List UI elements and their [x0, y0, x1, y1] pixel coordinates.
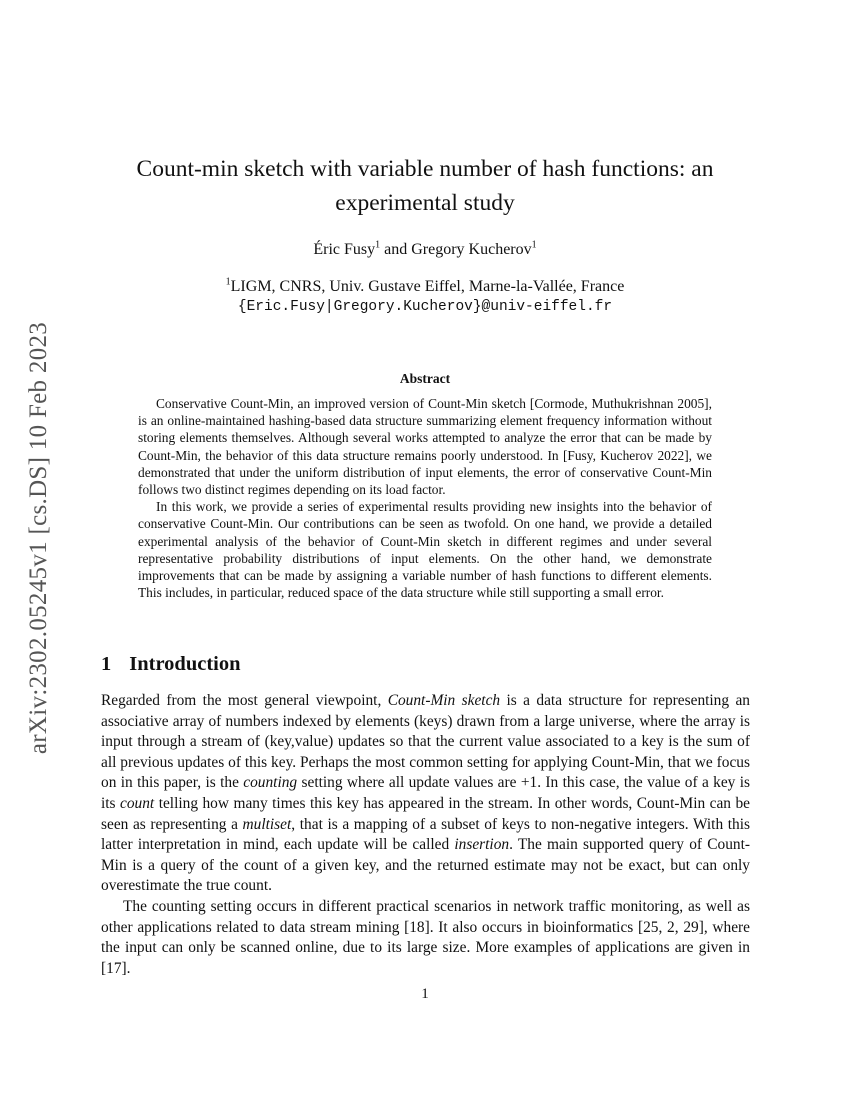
author-conjunction: and: [380, 241, 412, 258]
section-number: 1: [101, 653, 112, 675]
arxiv-identifier: arXiv:2302.05245v1 [cs.DS] 10 Feb 2023: [25, 321, 52, 755]
author-fusy-affil-mark: 1: [375, 239, 381, 251]
paper-title: [100, 152, 750, 220]
section-title: Introduction: [129, 653, 241, 675]
term-insertion: insertion: [454, 836, 510, 854]
affiliation-text: LIGM, CNRS, Univ. Gustave Eiffel, Marne-la-Vallée, France: [230, 278, 625, 295]
abstract-body: [138, 395, 712, 601]
intro-paragraph-1: Regarded from the most general viewpoint, Count-Min sketch is a data structure for representing an associative array of numbers indexed by elements (keys) drawn from a large universe, where the array is input through a stream of (key,value) updates so that the current value associated to a key is the sum of all previous updates of this key. Perhaps the most common setting for applying Count-Min, that we focus on in this paper, is the counting setting where all update values are +1. In this case, the value of a key is its count telling how many times this key has appeared in the stream. In other words, Count-Min can be seen as representing a multiset, that is a mapping of a subset of keys to non-negative integers. With this latter interpretation in mind, each update will be called insertion. The main supported query of Count-Min is a query of the count of a given key, and the returned estimate may not be exact, but can only overestimate the true count.: [101, 692, 751, 895]
abstract-heading: Abstract: [399, 371, 451, 386]
abstract-paragraph-2: In this work, we provide a series of experimental results providing new insights into the behavior of conservative Count-Min. Our contributions can be seen as twofold. On one hand, we provide a detailed experimental analysis of the behavior of Count-Min sketch in different regimes and under several representative probability distributions of input elements. On the other hand, we demonstrate improvements that can be made by assigning a variable number of hash functions to different elements. This includes, in particular, reduced space of the data structure while still supporting a small error.: [138, 499, 712, 601]
intro-paragraph-2: The counting setting occurs in different practical scenarios in network traffic monitoring, as well as other applications related to data stream mining [18]. It also occurs in bioinformatics [25, 2, 29], where the input can only be scanned online, due to its large size. More examples of applications are given in [17].: [101, 897, 750, 977]
section-heading-introduction: [101, 653, 241, 676]
author-kucherov: Gregory Kucherov: [411, 241, 532, 258]
affiliation-line: [100, 276, 750, 297]
title-line-1: Count-min sketch with variable number of hash functions: an: [136, 156, 714, 182]
introduction-body: [101, 691, 750, 979]
arxiv-sidebar-stamp: [14, 296, 64, 780]
author-fusy: Éric Fusy: [313, 241, 376, 258]
term-counting: counting: [243, 774, 298, 792]
affiliation-block: [100, 276, 750, 318]
affiliation-mark: 1: [225, 276, 231, 288]
page-number: 1: [421, 986, 429, 1002]
author-list: [100, 241, 750, 259]
title-line-2: experimental study: [335, 190, 515, 216]
term-multiset: multiset: [242, 815, 292, 833]
term-count-min-sketch: Count-Min sketch: [387, 692, 501, 709]
author-email[interactable]: {Eric.Fusy|Gregory.Kucherov}@univ-eiffel.fr: [237, 299, 613, 315]
author-kucherov-affil-mark: 1: [531, 239, 537, 251]
abstract-paragraph-1: Conservative Count-Min, an improved version of Count-Min sketch [Cormode, Muthukrishnan 2005], is an online-maintained hashing-based data structure summarizing element frequency information without storing elements themselves. Although several works attempted to analyze the error that can be made by Count-Min, the behavior of this data structure remains poorly understood. In [Fusy, Kucherov 2022], we demonstrated that under the uniform distribution of input elements, the error of conservative Count-Min follows two distinct regimes depending on its load factor.: [138, 396, 712, 498]
term-count: count: [120, 794, 155, 812]
